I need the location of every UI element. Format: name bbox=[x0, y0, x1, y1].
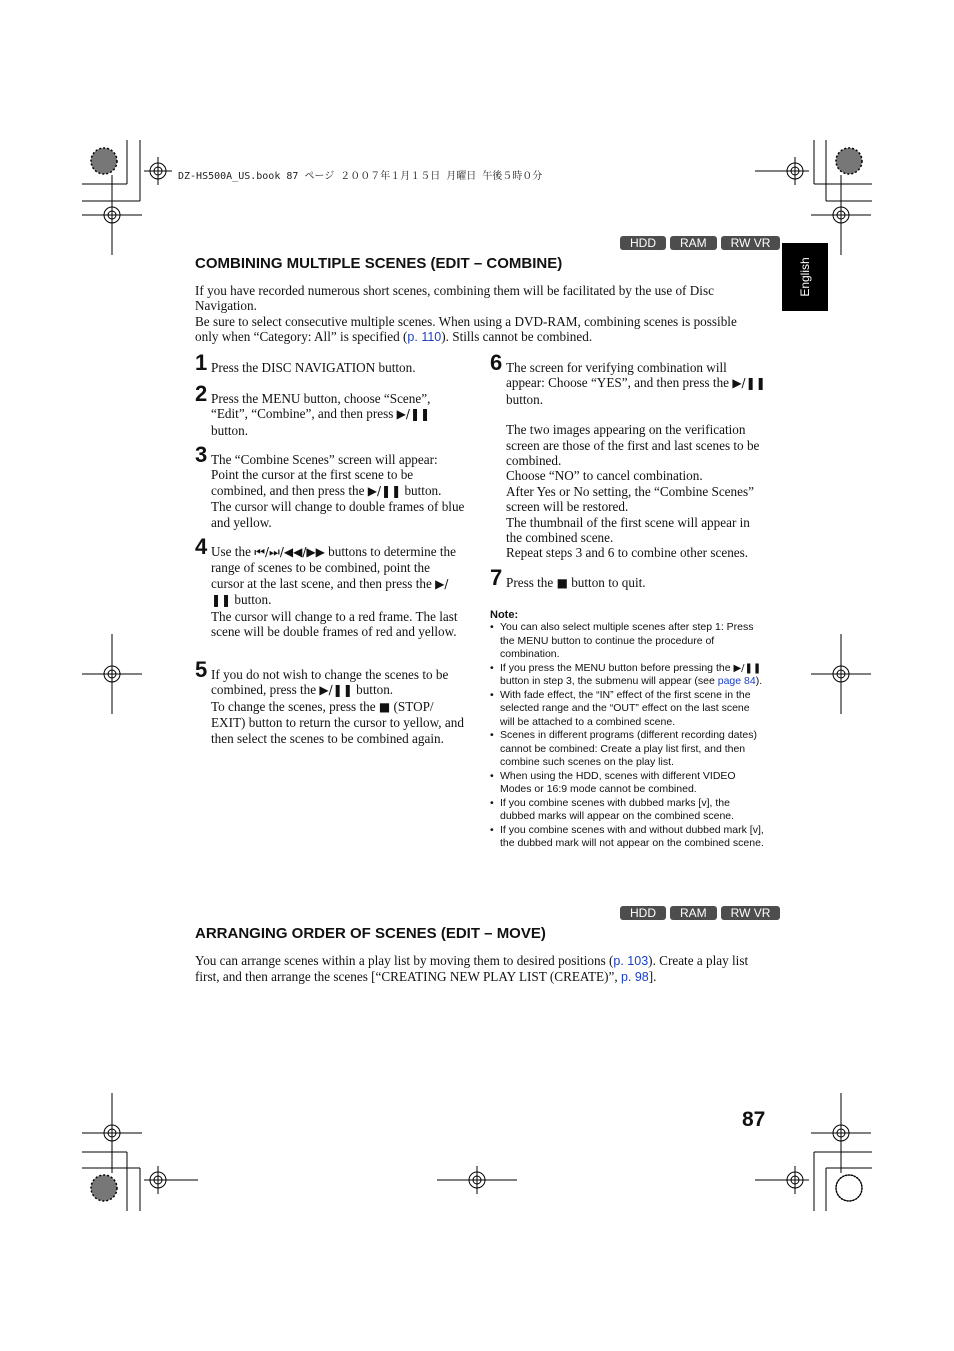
intro-paragraph-2: Be sure to select consecutive multiple scenes. When using a DVD-RAM, combining scenes is possible only when “Category: All” is specified (p. 110). Stills cannot be combined. bbox=[195, 313, 737, 345]
notes-title: Note: bbox=[490, 609, 519, 621]
list-item: • If you combine scenes with and without dubbed mark [v], the dubbed mark will not appear on the combined scene. bbox=[490, 824, 767, 851]
list-item: • When using the HDD, scenes with different VIDEO Modes or 16:9 mode cannot be combined. bbox=[490, 770, 767, 797]
play-pause-icon: ▶/❚❚ bbox=[319, 683, 353, 698]
list-item: • You can also select multiple scenes after step 1: Press the MENU button to continue the procedure of combination. bbox=[490, 621, 767, 662]
play-pause-icon: ▶/❚❚ bbox=[367, 483, 402, 498]
stop-icon: ■ bbox=[556, 576, 568, 590]
list-item: • With fade effect, the “IN” effect of the first scene in the selected range and the “OUT” effect on the last scene will be attached to a combined scene. bbox=[490, 689, 767, 730]
link-p110[interactable]: p. 110 bbox=[407, 330, 442, 345]
section-intro-combine bbox=[195, 283, 760, 346]
badge-rw-vr: RW VR bbox=[721, 906, 781, 920]
badge-ram: RAM bbox=[670, 906, 717, 920]
badge-rw-vr: RW VR bbox=[721, 236, 781, 250]
step-number: 1 bbox=[195, 350, 208, 375]
badge-ram: RAM bbox=[670, 236, 717, 250]
notes-block bbox=[490, 609, 767, 851]
media-badges-bottom bbox=[620, 906, 780, 920]
step-number: 5 bbox=[195, 657, 208, 682]
stop-icon: ■ bbox=[378, 699, 391, 714]
step-number: 6 bbox=[490, 350, 503, 375]
step-number: 2 bbox=[195, 381, 208, 406]
badge-hdd: HDD bbox=[620, 906, 666, 920]
section-title-move: ARRANGING ORDER OF SCENES (EDIT – MOVE) bbox=[195, 925, 546, 942]
play-pause-icon: ▶/❚❚ bbox=[211, 576, 449, 608]
language-tab bbox=[782, 243, 828, 311]
step-number: 4 bbox=[195, 534, 208, 559]
link-p103[interactable]: p. 103 bbox=[613, 954, 649, 968]
step-number: 7 bbox=[490, 565, 503, 590]
link-p98[interactable]: p. 98 bbox=[620, 970, 649, 985]
link-page84[interactable]: page 84 bbox=[717, 675, 756, 687]
media-badges-top bbox=[620, 236, 780, 250]
play-pause-icon: ▶/❚❚ bbox=[396, 407, 431, 422]
section-text-move: You can arrange scenes within a play list by moving them to desired positions (p. 103). Create a play list first, and then arrange the scenes [“CREATING NEW PLAY LIST (CREATE)”, p. 98]. bbox=[195, 953, 749, 985]
play-pause-icon: ▶/❚❚ bbox=[732, 376, 766, 391]
step-text: Press the MENU button, choose “Scene”, “Edit”, “Combine”, and then press ▶/❚❚ button. bbox=[211, 391, 431, 438]
book-info-header: DZ-HS500A_US.book 87 ページ ２００７年１月１５日 月曜日 午後５時０分 bbox=[178, 171, 543, 182]
play-pause-icon: ▶/❚❚ bbox=[733, 662, 762, 674]
list-item: • If you combine scenes with dubbed marks [v], the dubbed marks will appear on the combined scene. bbox=[490, 797, 767, 824]
badge-hdd: HDD bbox=[620, 236, 666, 250]
list-item: • Scenes in different programs (different recording dates) cannot be combined: Create a play list first, and then combine such scenes on the play list. bbox=[490, 729, 767, 770]
list-item: • If you press the MENU button before pressing the ▶/❚❚ button in step 3, the submenu will appear (see page 84). bbox=[490, 662, 767, 689]
step-number: 3 bbox=[195, 442, 208, 467]
skip-search-icons: ⏮/⏭/◀◀/▶▶ bbox=[254, 545, 325, 559]
intro-paragraph-1: If you have recorded numerous short scenes, combining them will be facilitated by the use of Disc Navigation. bbox=[195, 283, 714, 314]
page-number: 87 bbox=[742, 1108, 766, 1131]
notes-list bbox=[490, 621, 767, 851]
section-title-combine: COMBINING MULTIPLE SCENES (EDIT – COMBINE) bbox=[195, 255, 563, 272]
step-text: Press the DISC NAVIGATION button. bbox=[211, 360, 416, 375]
language-tab-label: English bbox=[798, 257, 812, 297]
